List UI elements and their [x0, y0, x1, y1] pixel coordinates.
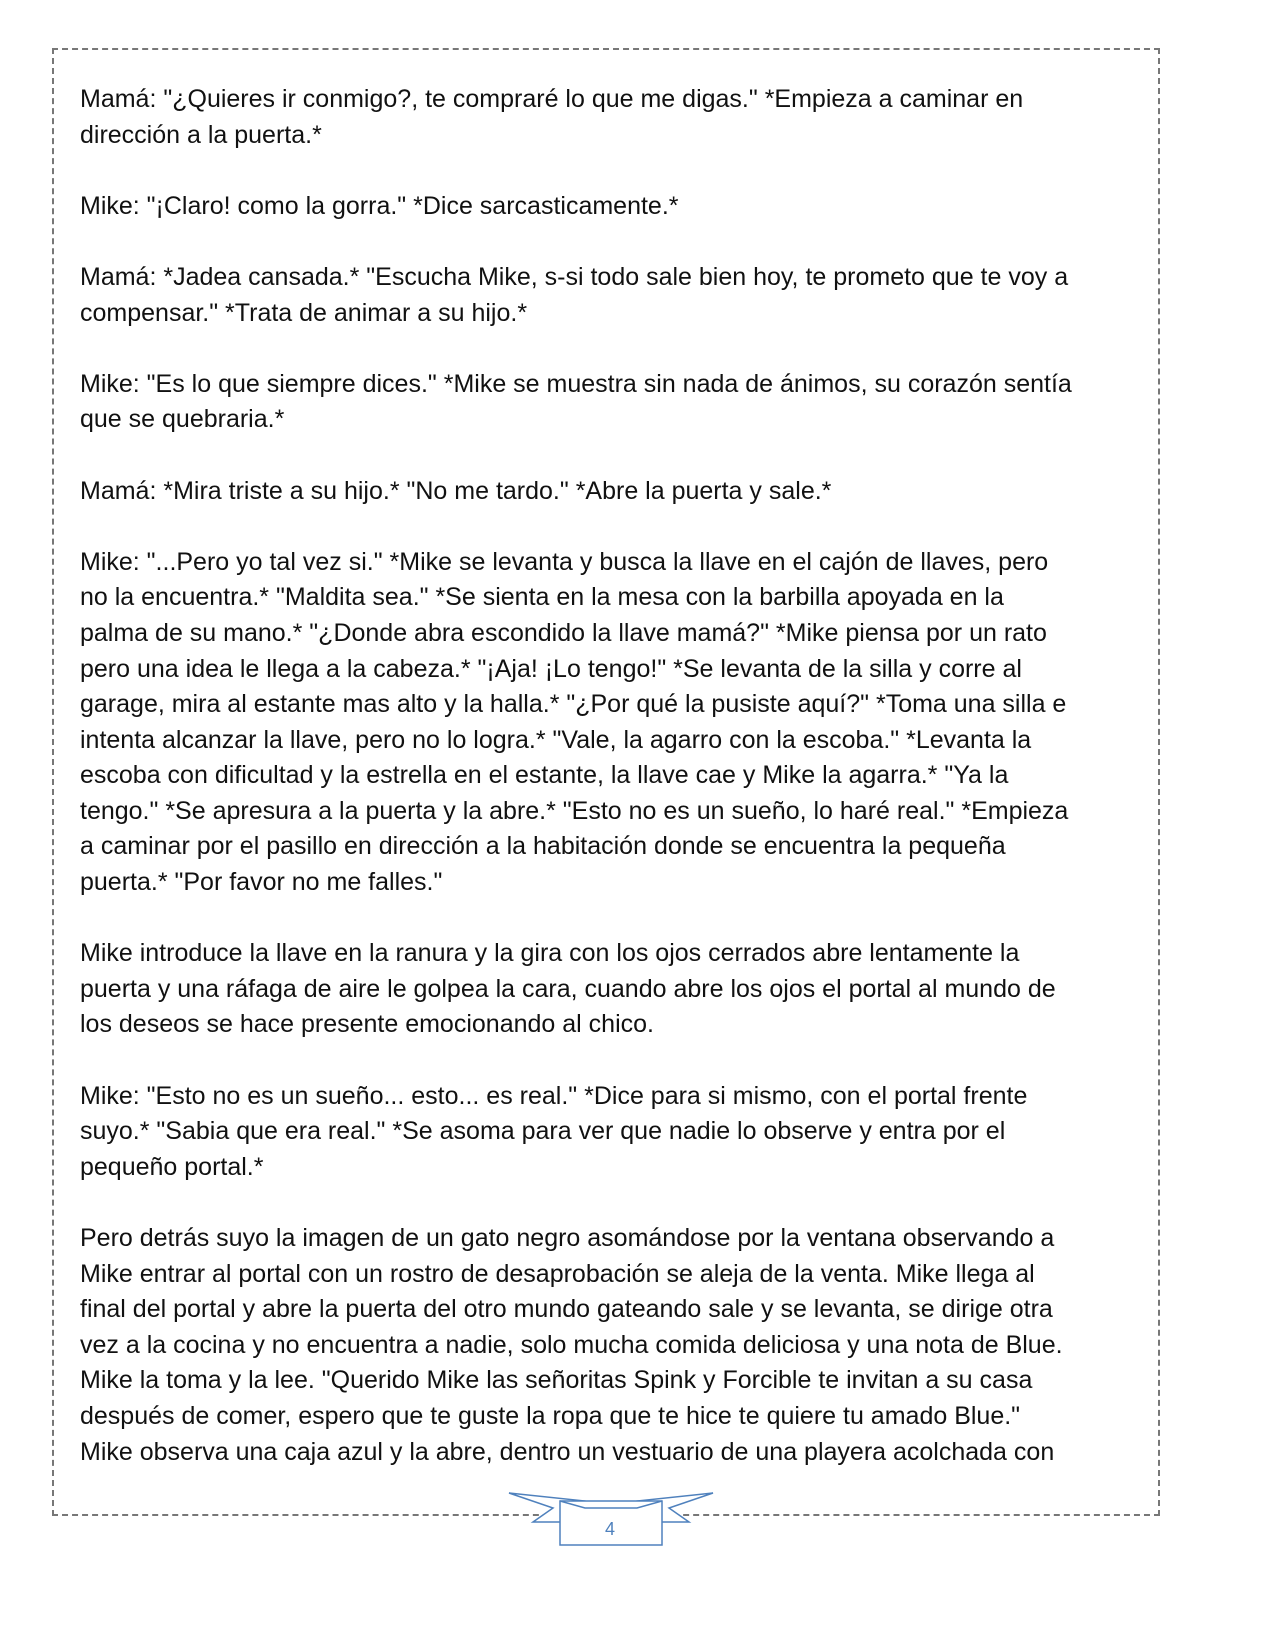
text-line: Mike introduce la llave en la ranura y la gira con los ojos cerrados abre lentamente la [80, 939, 1020, 968]
text-line: pero una idea le llega a la cabeza.* "¡Aja! ¡Lo tengo!" *Se levanta de la silla y corre al [80, 654, 1022, 683]
paragraph [80, 260, 1160, 331]
document-body [80, 82, 1160, 1506]
paragraph [80, 367, 1160, 438]
page-number: 4 [604, 1519, 615, 1539]
text-line: Mike: "Esto no es un sueño... esto... es real." *Dice para si mismo, con el portal frente [80, 1081, 1028, 1110]
text-line: Mamá: "¿Quieres ir conmigo?, te compraré lo que me digas." *Empieza a caminar en [80, 85, 1024, 113]
text-line: intenta alcanzar la llave, pero no lo logra.* "Vale, la agarro con la escoba." *Levanta la [80, 725, 1032, 754]
text-line: los deseos se hace presente emocionando al chico. [80, 1010, 654, 1039]
paragraph [80, 936, 1160, 1043]
text-line: puerta.* "Por favor no me falles." [80, 868, 443, 897]
text-line: Mike: "¡Claro! como la gorra." *Dice sarcasticamente.* [80, 191, 679, 220]
text-line: dirección a la puerta.* [80, 120, 322, 149]
text-line: no la encuentra.* "Maldita sea." *Se sienta en la mesa con la barbilla apoyada en la [80, 583, 1004, 612]
text-line: Pero detrás suyo la imagen de un gato negro asomándose por la ventana observando a [80, 1224, 1055, 1252]
text-line: después de comer, espero que te guste la ropa que te hice te quiere tu amado Blue." [80, 1401, 1021, 1430]
text-line: pequeño portal.* [80, 1152, 264, 1181]
text-line: Mamá: *Jadea cansada.* "Escucha Mike, s-si todo sale bien hoy, te prometo que te voy a [80, 262, 1069, 291]
text-line: Mike la toma y la lee. "Querido Mike las señoritas Spink y Forcible te invitan a su casa [80, 1366, 1033, 1395]
text-line: Mike: "Es lo que siempre dices." *Mike se muestra sin nada de ánimos, su corazón sentía [80, 369, 1072, 398]
text-line: a caminar por el pasillo en dirección a la habitación donde se encuentra la pequeña [80, 832, 1006, 861]
text-line: vez a la cocina y no encuentra a nadie, solo mucha comida deliciosa y una nota de Blue. [80, 1330, 1063, 1359]
text-line: palma de su mano.* "¿Donde abra escondido la llave mamá?" *Mike piensa por un rato [80, 618, 1047, 647]
text-line: final del portal y abre la puerta del otro mundo gateando sale y se levanta, se dirige otra [80, 1295, 1053, 1324]
text-line: compensar." *Trata de animar a su hijo.* [80, 298, 528, 327]
paragraph [80, 189, 1160, 225]
text-line: garage, mira al estante mas alto y la halla.* "¿Por qué la pusiste aquí?" *Toma una silla e [80, 690, 1067, 719]
text-line: Mike: "...Pero yo tal vez si." *Mike se levanta y busca la llave en el cajón de llaves, pero [80, 547, 1049, 576]
paragraph [80, 545, 1160, 901]
text-line: que se quebraria.* [80, 405, 285, 434]
paragraph [80, 82, 1160, 153]
text-line: Mike entrar al portal con un rostro de desaprobación se aleja de la venta. Mike llega al [80, 1259, 1035, 1288]
paragraph [80, 1221, 1160, 1470]
text-line: puerta y una ráfaga de aire le golpea la cara, cuando abre los ojos el portal al mundo de [80, 974, 1056, 1003]
paragraph [80, 1079, 1160, 1186]
paragraph [80, 474, 1160, 510]
text-line: escoba con dificultad y la estrella en el estante, la llave cae y Mike la agarra.* "Ya la [80, 761, 1009, 790]
text-line: suyo.* "Sabia que era real." *Se asoma para ver que nadie lo observe y entra por el [80, 1117, 1006, 1146]
text-line: tengo." *Se apresura a la puerta y la abre.* "Esto no es un sueño, lo haré real." *Empieza [80, 796, 1069, 825]
text-line: Mamá: *Mira triste a su hijo.* "No me tardo." *Abre la puerta y sale.* [80, 476, 832, 505]
text-line: Mike observa una caja azul y la abre, dentro un vestuario de una playera acolchada con [80, 1437, 1055, 1466]
